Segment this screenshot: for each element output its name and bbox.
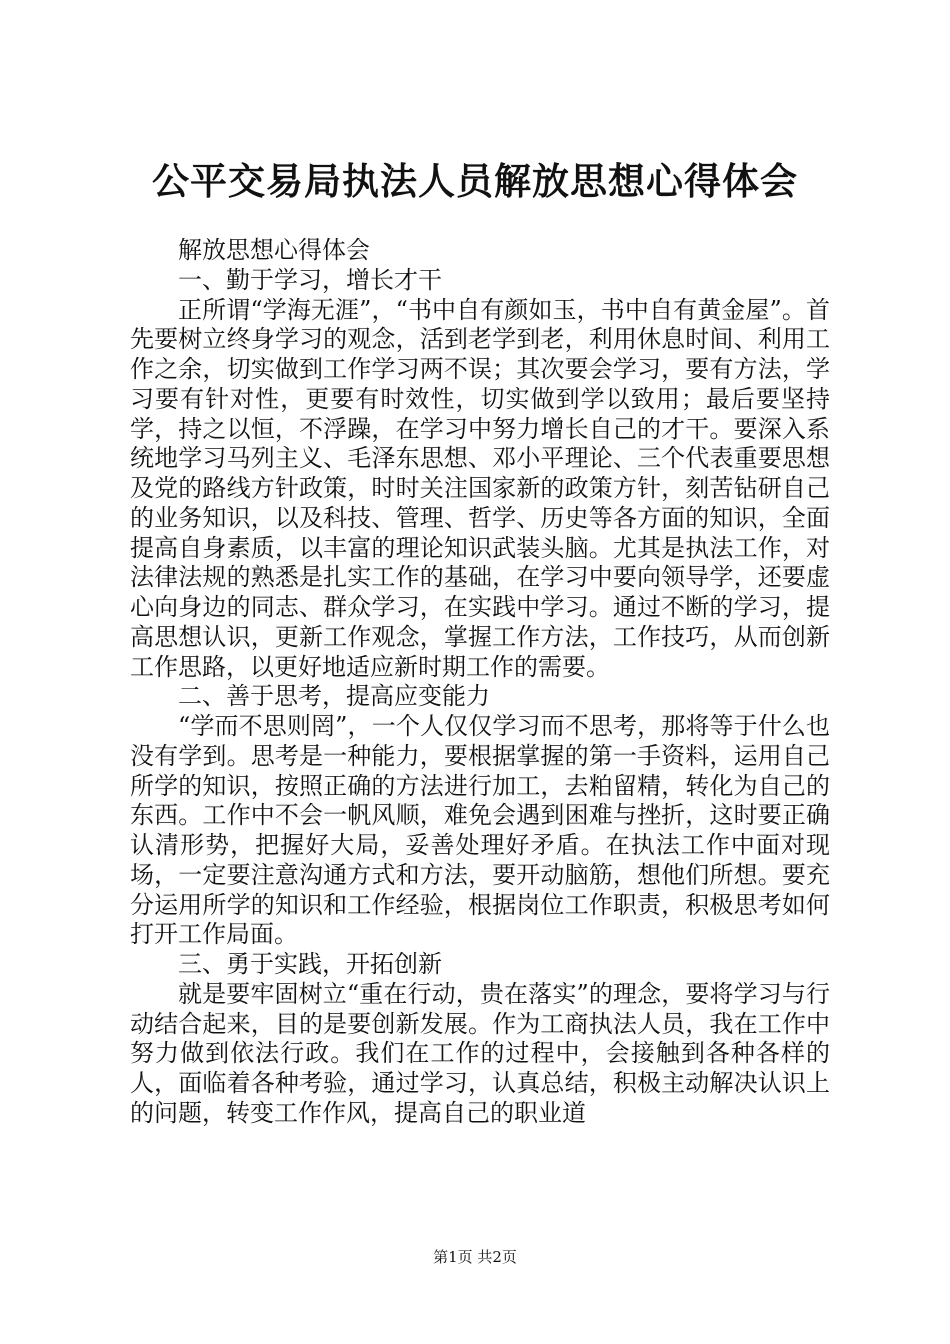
section-heading-2: 二、善于思考，提高应变能力 (178, 682, 490, 711)
section-heading-3: 三、勇于实践，开拓创新 (178, 950, 442, 978)
body-paragraph-1: 正所谓“学海无涯”，“书中自有颜如玉，书中自有黄金屋”。首先要树立终身学习的观念，活到老学到老，利用休息时间、利用工作之余，切实做到工作学习两不误；其次要会学习，要有方法，学习要有针对性，更要有时效性，切实做到学以致用；最后要坚持学，持之以恒，不浮躁，在学习中努力增长自己的才干。要深入系统地学习马列主义、毛泽东思想、邓小平理论、三个代表重要思想及党的路线方针政策，时时关注国家新的政策方针，刻苦钻研自己的业务知识，以及科技、管理、哲学、历史等各方面的知识，全面提高自身素质，以丰富的理论知识武装头脑。尤其是执法工作，对法律法规的熟悉是扎实工作的基础，在学习中要向领导学，还要虚心向身边的同志、群众学习，在实践中学习。通过不断的学习，提高思想认识，更新工作观念，掌握工作方法，工作技巧，从而创新工作思路，以更好地适应新时期工作的需要。 (130, 295, 830, 681)
section-heading-1: 一、勤于学习，增长才干 (178, 265, 442, 294)
document-title: 公平交易局执法人员解放思想心得体会 (152, 159, 798, 203)
body-paragraph-3: 就是要牢固树立“重在行动，贵在落实”的理念，要将学习与行动结合起来，目的是要创新发展。作为工商执法人员，我在工作中努力做到依法行政。我们在工作的过程中，会接触到各种各样的人，面临着各种考验，通过学习，认真总结，积极主动解决认识上的问题，转变工作作风，提高自己的职业道 (130, 979, 830, 1127)
page-footer: 第1页 共2页 (433, 1248, 517, 1266)
document-body (130, 236, 830, 1129)
subtitle-paragraph: 解放思想心得体会 (178, 236, 370, 264)
body-paragraph-2: “学而不思则罔”，一个人仅仅学习而不思考，那将等于什么也没有学到。思考是一种能力，要根据掌握的第一手资料，运用自己所学的知识，按照正确的方法进行加工，去粕留精，转化为自己的东西。工作中不会一帆风顺，难免会遇到困难与挫折，这时要正确认清形势，把握好大局，妥善处理好矛盾。在执法工作中面对现场，一定要注意沟通方式和方法，要开动脑筋，想他们所想。要充分运用所学的知识和工作经验，根据岗位工作职责，积极思考如何打开工作局面。 (130, 712, 830, 949)
